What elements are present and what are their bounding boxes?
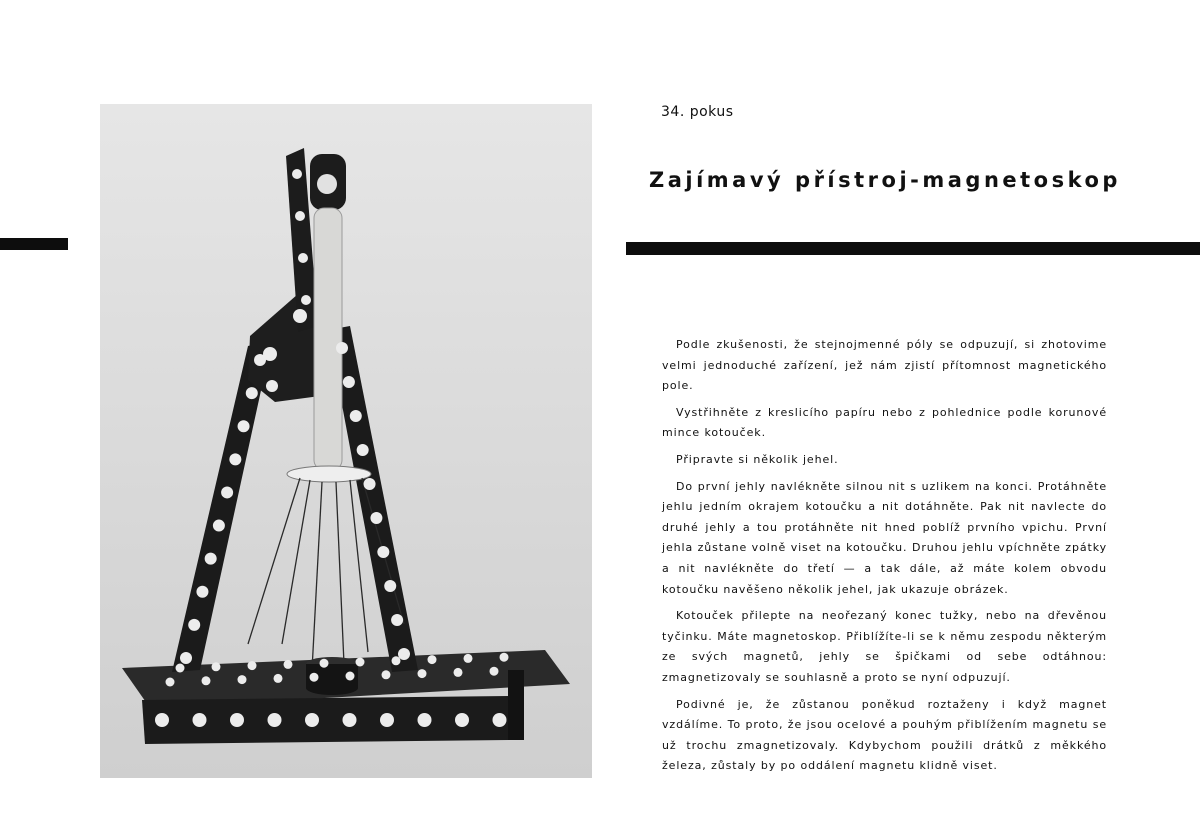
paragraph-5: Kotouček přilepte na neořezaný konec tužky, nebo na dřevěnou tyčinku. Máte magnetoskop. Přiblížíte-li se k němu zespodu některým ze svých magnetů, jehly se špičkami od sebe odtáhnou: zmagnetizovaly se souhlasně a proto se nyní odpuzují. [662, 609, 1107, 684]
perforation-hole [500, 653, 509, 662]
perforation-hole [377, 546, 389, 558]
perforation-hole [238, 675, 247, 684]
needle [282, 480, 310, 644]
perforation-hole [384, 580, 396, 592]
apparatus-illustration [100, 104, 592, 778]
perforation-hole [336, 342, 348, 354]
perforation-hole [310, 673, 319, 682]
perforation-hole [188, 619, 200, 631]
perforation-hole [248, 661, 257, 670]
perforation-hole [230, 713, 244, 727]
perforation-hole [212, 662, 221, 671]
perforation-hole [370, 512, 382, 524]
title-rule [626, 242, 1200, 255]
perforation-hole [356, 658, 365, 667]
perforation-hole [293, 309, 307, 323]
paragraph-1: Podle zkušenosti, že stejnojmenné póly se odpuzují, si zhotovime velmi jednoduché zařízení, jež nám zjistí přítomnost magnetického pole. [662, 338, 1107, 393]
perforation-hole [464, 654, 473, 663]
perforation-hole [380, 713, 394, 727]
paragraph-6: Podivné je, že zůstanou poněkud roztaženy i když magnet vzdálíme. To proto, že jsou ocelové a pouhým přiblížením magnetu se už trochu zmagnetizovaly. Kdybychom použili drátků z měkkého železa, zůstaly by po oddálení magnetu klidně viset. [662, 697, 1107, 773]
experiment-number: 34. pokus [661, 104, 734, 120]
needle [248, 478, 300, 644]
perforation-hole [295, 211, 305, 221]
perforation-hole [263, 347, 277, 361]
perforation-hole [418, 713, 432, 727]
perforation-hole [346, 672, 355, 681]
perforation-hole [398, 648, 410, 660]
perforation-hole [350, 410, 362, 422]
perforation-hole [266, 380, 278, 392]
perforation-hole [455, 713, 469, 727]
perforation-hole [490, 667, 499, 676]
perforation-hole [284, 660, 293, 669]
magnet-bottom [306, 681, 358, 695]
needle [336, 482, 344, 664]
perforation-hole [202, 676, 211, 685]
perforation-hole [382, 670, 391, 679]
perforation-hole [268, 713, 282, 727]
perforation-hole [193, 713, 207, 727]
perforation-hole [274, 674, 283, 683]
perforation-hole [298, 253, 308, 263]
edge-thumb-marker [0, 238, 68, 250]
perforation-hole [205, 553, 217, 565]
perforation-hole [320, 659, 329, 668]
perforation-hole [180, 652, 192, 664]
perforation-hole [391, 614, 403, 626]
perforation-hole [305, 713, 319, 727]
needle [312, 482, 322, 670]
perforation-hole [176, 664, 185, 673]
perforation-hole [213, 520, 225, 532]
perforation-hole [493, 713, 507, 727]
perforation-hole [166, 678, 175, 687]
perforation-hole [301, 295, 311, 305]
pencil-rod [314, 208, 342, 470]
perforation-hole [343, 713, 357, 727]
page-title: Zajímavý přístroj-magnetoskop [649, 168, 1121, 192]
perforation-hole [418, 669, 427, 678]
perforation-hole [392, 656, 401, 665]
perforation-hole [454, 668, 463, 677]
perforation-hole [357, 444, 369, 456]
perforation-hole [196, 586, 208, 598]
paragraph-2: Vystřihněte z kreslicího papíru nebo z pohlednice podle korunové mince kotouček. [662, 405, 1107, 440]
perforation-hole [229, 453, 241, 465]
base-plate-side [508, 670, 524, 740]
left-leg [172, 340, 272, 672]
perforation-hole [238, 420, 250, 432]
top-lug-hole [317, 174, 337, 194]
perforation-hole [246, 387, 258, 399]
paragraph-4: Do první jehly navlékněte silnou nit s uzlikem na konci. Protáhněte jehlu jedním okrajem kotoučku a nit dotáhněte. Pak nit navlecte do druhé jehly a tou protáhněte nit hned poblíž prvního vpichu. První jehla zůstane volně viset na kotoučku. Druhou jehlu vpíchněte zpátky a nit navlékněte do třetí — a tak dále, až máte kolem obvodu kotoučku navěšeno několik jehel, jak ukazuje obrázek. [662, 479, 1107, 596]
perforation-hole [221, 486, 233, 498]
perforation-hole [343, 376, 355, 388]
apparatus-photo [100, 104, 592, 778]
perforation-hole [292, 169, 302, 179]
body-text [662, 335, 1107, 783]
paragraph-3: Připravte si několik jehel. [676, 452, 839, 466]
perforation-hole [155, 713, 169, 727]
perforation-hole [428, 655, 437, 664]
perforation-hole [364, 478, 376, 490]
